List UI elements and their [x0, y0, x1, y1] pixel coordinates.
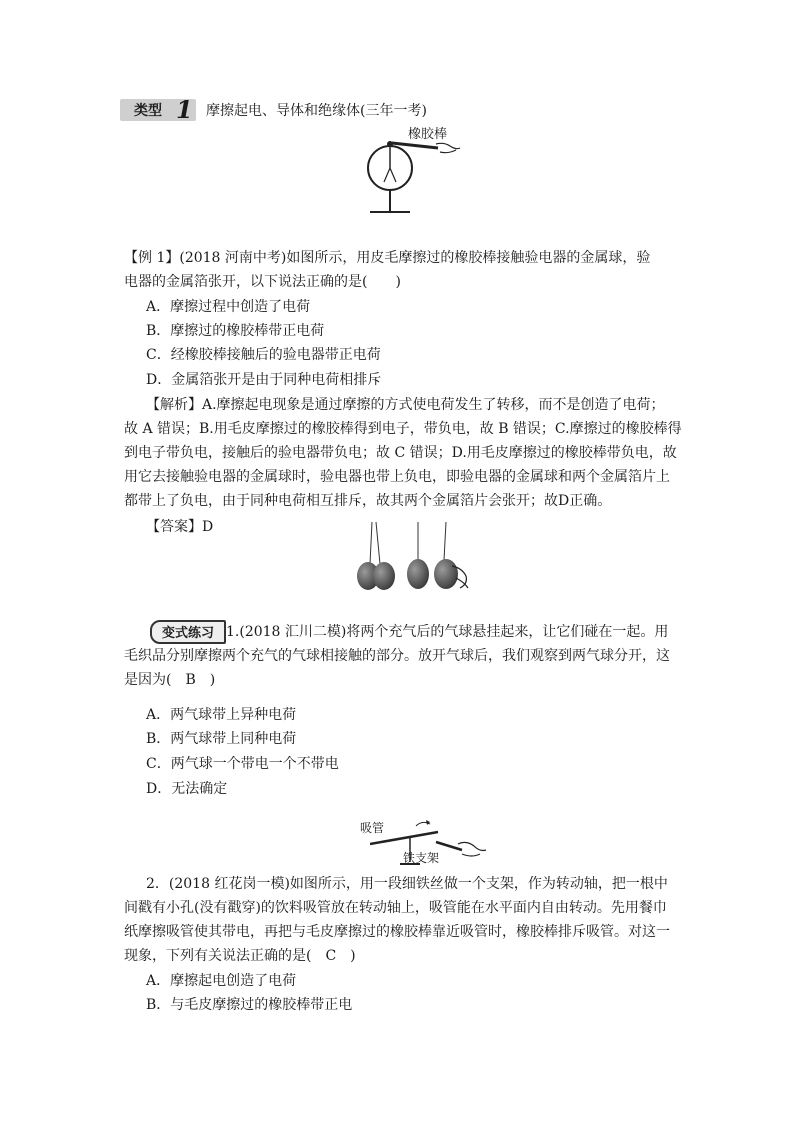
- analysis-line-5: 都带上了负电，由于同种电荷相互排斥，故其两个金属箔片会张开；故D正确。: [124, 493, 612, 509]
- section-badge-label: 类型: [134, 103, 162, 119]
- analysis-line-1: 【解析】A.摩擦起电现象是通过摩擦的方式使电荷发生了转移，而不是创造了电荷；: [146, 397, 665, 413]
- q2-line-4: 现象，下列有关说法正确的是( C ): [124, 948, 356, 964]
- q1-option-c: C．两气球一个带电一个不带电: [146, 756, 339, 772]
- practice-badge-label: 变式练习: [162, 626, 215, 641]
- q2-line-2: 间戳有小孔(没有戳穿)的饮料吸管放在转动轴上，吸管能在水平面内自由转动。先用餐巾: [124, 900, 667, 916]
- q2-line-1: 2．(2018 红花岗一模)如图所示，用一段细铁丝做一个支架，作为转动轴，把一根中: [146, 876, 668, 892]
- analysis-line-2: 故 A 错误；B.用毛皮摩擦过的橡胶棒得到电子，带负电，故 B 错误；C.摩擦过的橡胶棒得: [124, 421, 682, 437]
- q1-option-d: D．无法确定: [146, 781, 228, 797]
- example-line-2: 电器的金属箔张开，以下说法正确的是( ): [124, 274, 401, 290]
- q1-option-b: B．两气球带上同种电荷: [146, 731, 297, 747]
- q1-line-2: 毛织品分别摩擦两个充气的气球相接触的部分。放开气球后，我们观察到两气球分开，这: [124, 648, 670, 664]
- figure3-label-straw: 吸管: [360, 821, 385, 835]
- figure3-label-stand: 铁支架: [403, 851, 440, 865]
- practice-badge: [150, 620, 226, 644]
- figure1-label: 橡胶棒: [408, 127, 448, 142]
- analysis-line-4: 用它去接触验电器的金属球时，验电器也带上负电，即验电器的金属球和两个金属箔片上: [124, 469, 670, 485]
- balloons-figure: [348, 520, 478, 592]
- straw-figure: [370, 818, 490, 870]
- q2-option-a: A．摩擦起电创造了电荷: [146, 973, 297, 989]
- example-option-a: A．摩擦过程中创造了电荷: [146, 299, 311, 315]
- section-badge-number: 1: [176, 95, 193, 124]
- example-option-d: D．金属箔张开是由于同种电荷相排斥: [146, 372, 382, 388]
- electroscope-figure: [360, 138, 470, 218]
- example-answer: 【答案】D: [146, 519, 214, 535]
- q1-option-a: A．两气球带上异种电荷: [146, 707, 297, 723]
- example-option-c: C．经橡胶棒接触后的验电器带正电荷: [146, 347, 381, 363]
- analysis-line-3: 到电子带负电，接触后的验电器带负电；故 C 错误；D.用毛皮摩擦过的橡胶棒带负电，故: [124, 445, 677, 461]
- section-badge: [120, 95, 196, 124]
- q2-line-3: 纸摩擦吸管使其带电，再把与毛皮摩擦过的橡胶棒靠近吸管时，橡胶棒排斥吸管。对这一: [124, 924, 670, 940]
- example-option-b: B．摩擦过的橡胶棒带正电荷: [146, 323, 325, 339]
- q2-option-b: B．与毛皮摩擦过的橡胶棒带正电: [146, 997, 353, 1013]
- q1-line-1: 1.(2018 汇川二模)将两个充气后的气球悬挂起来，让它们碰在一起。用: [226, 624, 669, 640]
- section-title: 摩擦起电、导体和绝缘体(三年一考): [206, 103, 427, 119]
- example-line-1: 【例 1】(2018 河南中考)如图所示，用皮毛摩擦过的橡胶棒接触验电器的金属球，验: [124, 250, 651, 266]
- q1-line-3: 是因为( B ): [124, 672, 216, 688]
